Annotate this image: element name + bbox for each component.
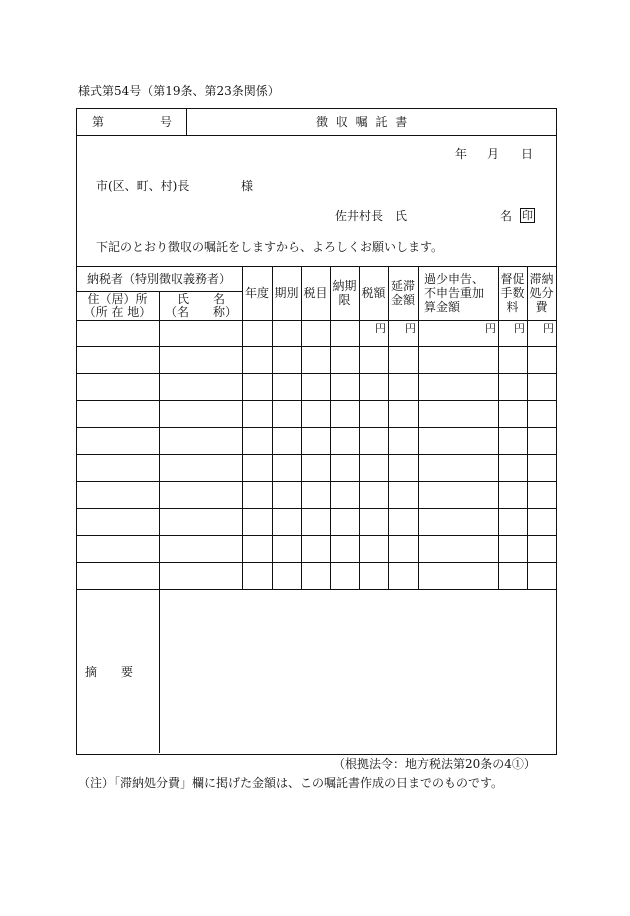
number-label: 第: [92, 115, 105, 129]
row-line: [76, 454, 557, 455]
row-line: [76, 508, 557, 509]
remarks-label: 摘 要: [85, 665, 134, 679]
col-line: [388, 266, 389, 589]
sender-title: 佐井村長 氏: [335, 209, 408, 223]
col-year: 年度: [244, 286, 269, 300]
col-name: 氏 名: [176, 292, 225, 306]
seal-mark: 印: [522, 209, 533, 222]
row-line: [76, 400, 557, 401]
col-reminder-fee-l3: 料: [506, 300, 519, 314]
col-tax-amount: 税額: [361, 286, 386, 300]
date-day: 日: [521, 147, 534, 161]
remarks-separator: [159, 589, 160, 753]
col-line: [527, 266, 528, 589]
date-year: 年: [455, 147, 468, 161]
row-line: [76, 346, 557, 347]
row-line: [76, 535, 557, 536]
col-line: [498, 266, 499, 589]
col-penalty-l3: 算金額: [424, 300, 461, 314]
col-period: 期別: [274, 286, 299, 300]
table-top-line: [76, 266, 557, 267]
col-line: [301, 266, 302, 589]
header-divider: [76, 135, 557, 136]
col-line: [418, 266, 419, 589]
number-suffix: 号: [160, 115, 173, 129]
col-tax-item: 税目: [303, 286, 328, 300]
col-penalty-l1: 過少申告、: [424, 272, 485, 286]
col-name-sub: （名 称）: [164, 305, 237, 319]
row-line: [76, 481, 557, 482]
request-text: 下記のとおり徴収の嘱託をしますから、よろしくお願いします。: [96, 240, 444, 254]
col-penalty-l2: 不申告重加: [424, 286, 485, 300]
col-line: [159, 291, 160, 589]
yen-tax-amount: 円: [375, 322, 386, 335]
yen-row-line: [76, 320, 557, 321]
col-late-fee-l1: 延滞: [390, 279, 415, 293]
date-month: 月: [487, 147, 500, 161]
table-bottom-line: [76, 589, 557, 590]
col-taxpayer: 納税者（特別徴収義務者）: [86, 272, 231, 286]
row-line: [76, 373, 557, 374]
col-line: [272, 266, 273, 589]
row-line: [76, 427, 557, 428]
col-due-date-l2: 限: [338, 293, 351, 307]
row-line: [76, 562, 557, 563]
form-frame: [76, 108, 557, 755]
col-disposal-fee-l2: 処分: [529, 286, 554, 300]
col-address: 住（居）所: [87, 292, 148, 306]
form-title: 様式第54号（第19条、第23条関係）: [78, 84, 280, 98]
header-separator: [186, 108, 187, 135]
col-disposal-fee-l1: 滞納: [529, 272, 554, 286]
col-reminder-fee-l1: 督促: [500, 272, 525, 286]
sender-name-label: 名: [500, 209, 513, 223]
legal-basis: （根拠法令：地方税法第20条の4①）: [333, 757, 536, 771]
yen-late-fee: 円: [405, 322, 416, 335]
col-line: [242, 266, 243, 589]
col-line: [359, 266, 360, 589]
col-disposal-fee-l3: 費: [535, 300, 548, 314]
addressee-prefix: 市(区、町、村)長: [96, 179, 190, 193]
document-title: 徴 収 嘱 託 書: [316, 115, 410, 129]
yen-reminder-fee: 円: [514, 322, 525, 335]
addressee-suffix: 様: [241, 179, 254, 193]
col-late-fee-l2: 金額: [390, 293, 415, 307]
yen-disposal-fee: 円: [543, 322, 554, 335]
col-line: [330, 266, 331, 589]
col-address-sub: （所 在 地）: [83, 305, 152, 319]
yen-penalty: 円: [485, 322, 496, 335]
col-reminder-fee-l2: 手数: [500, 286, 525, 300]
note: （注）「滞納処分費」欄に掲げた金額は、この嘱託書作成の日までのものです。: [78, 776, 504, 790]
col-due-date-l1: 納期: [332, 279, 357, 293]
